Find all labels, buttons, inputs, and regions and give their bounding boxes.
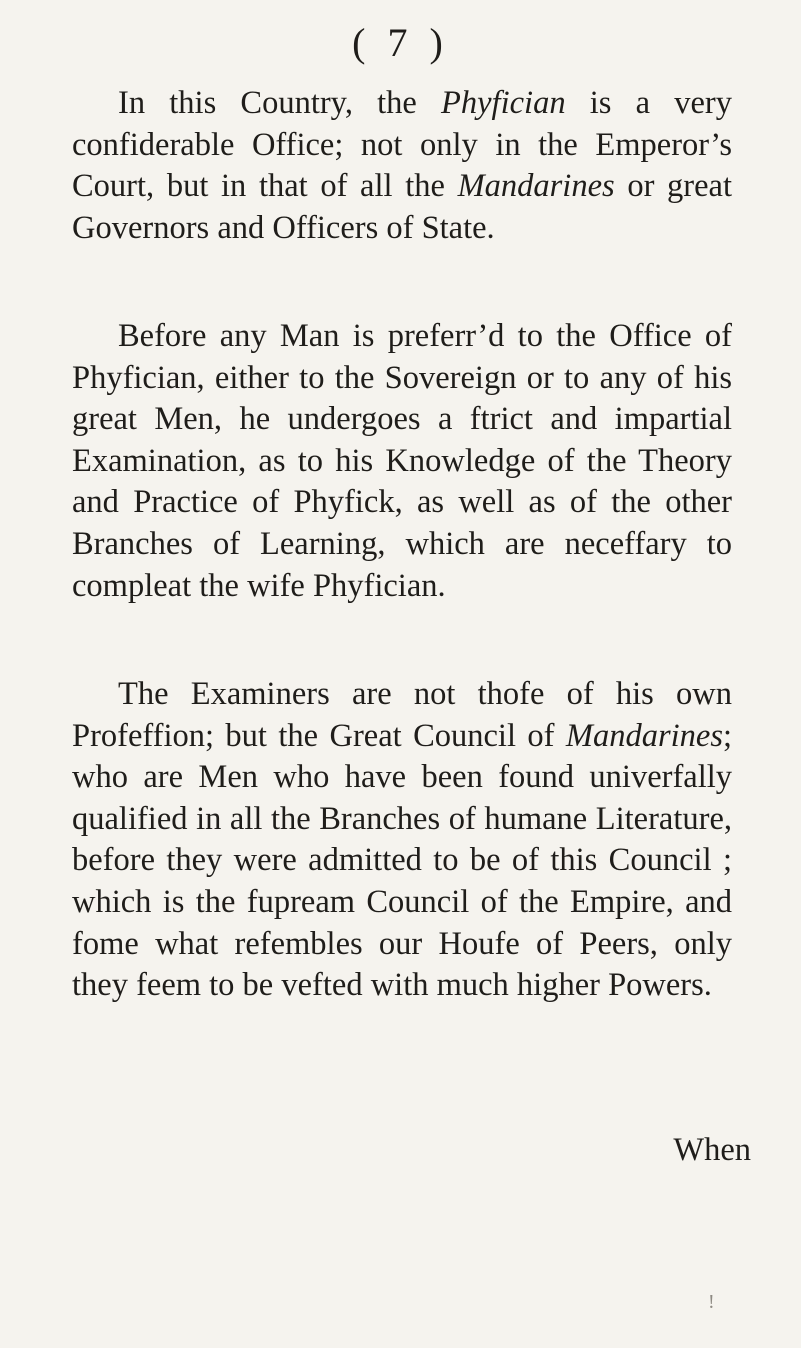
- text-run: Before any Man is preferr’d to the Office of Phyfician, either to the Sovereign or to any of his great Men, he undergoes a ftrict and impartial Examination, as to his Knowledge of the Theory and Practice of Phyfick, as well as of the other Branches of Learning, which are neceffary to compleat the wife Phyfician.: [72, 318, 732, 604]
- paragraph-1: [72, 83, 732, 249]
- paragraph-3-block: [72, 674, 732, 1007]
- italic-run: Mandarines: [457, 168, 615, 205]
- text-run: In this Country, the: [118, 85, 442, 121]
- text-run: or great Governors and Officers of State.: [72, 168, 732, 246]
- catchword: When: [673, 1132, 751, 1168]
- italic-run: Phyfician: [441, 85, 566, 121]
- italic-run: Mandarines: [565, 717, 723, 754]
- text-run: is a very confiderable Office; not only in the Emperor’s Court, but in that of all the: [72, 85, 732, 205]
- paragraph-1-block: [72, 83, 732, 249]
- text-run: The Examiners are not thofe of his own Profeffion; but the Great Council of: [72, 676, 732, 754]
- page-number: ( 7 ): [352, 20, 449, 65]
- paragraph-2-block: [72, 316, 732, 607]
- tail-mark: !: [708, 1291, 715, 1313]
- paragraph-2: [72, 316, 732, 607]
- paragraph-3: [72, 674, 732, 1007]
- text-run: ; who are Men who have been found univerfally qualified in all the Branches of humane Literature, before they were admitted to be of this Council ; which is the fupream Council of the Empire, and fome what refembles our Houfe of Peers, only they feem to be vefted with much higher Powers.: [72, 717, 732, 1004]
